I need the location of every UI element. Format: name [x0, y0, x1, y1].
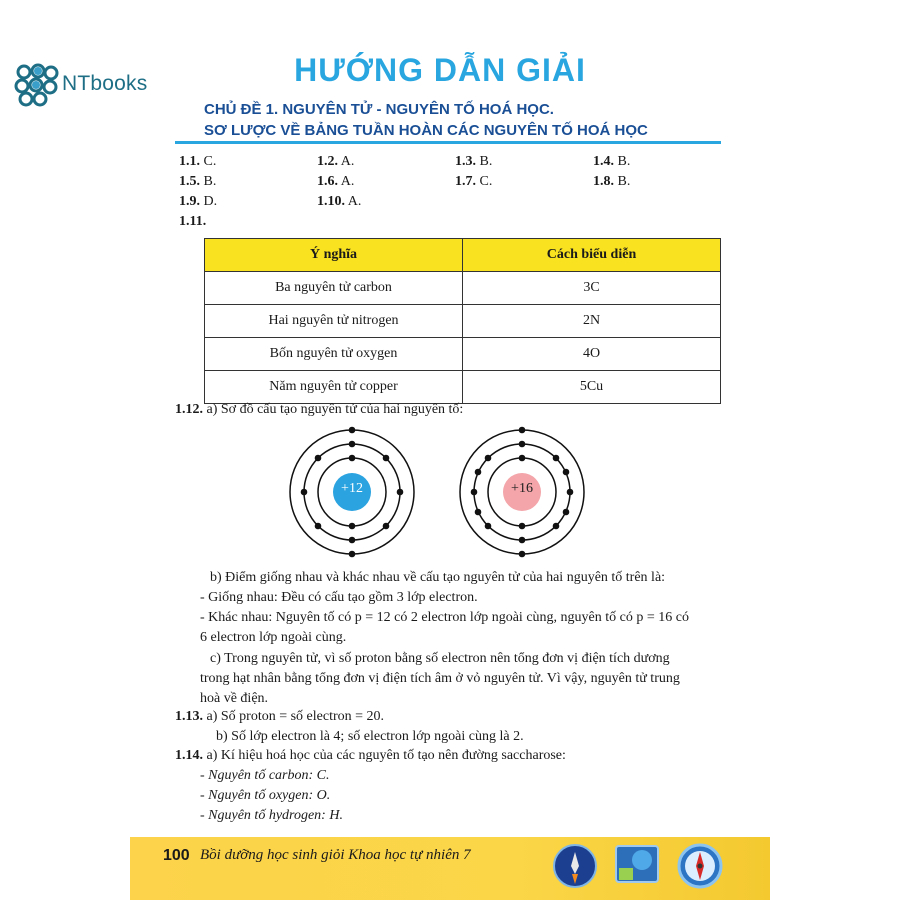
table-cell: 4O — [463, 338, 721, 371]
q14-item-hydrogen: - Nguyên tố hydrogen: H. — [200, 808, 343, 823]
q12-same: - Giống nhau: Đều có cấu tạo gồm 3 lớp electron. — [200, 590, 478, 605]
table-row — [205, 371, 721, 404]
symbol-table — [204, 238, 721, 404]
q14-item-oxygen: - Nguyên tố oxygen: O. — [200, 788, 331, 803]
question-1-13-a: 1.13. a) Số proton = số electron = 20. — [175, 709, 385, 724]
answer-1-3: 1.3. B. — [455, 154, 493, 169]
table-header-meaning: Ý nghĩa — [205, 239, 463, 272]
q12-diff-line-2: 6 electron lớp ngoài cùng. — [200, 630, 347, 645]
subtitle-line-2: SƠ LƯỢC VỀ BẢNG TUẦN HOÀN CÁC NGUYÊN TỐ HOÁ HỌC — [204, 122, 648, 139]
table-row — [205, 272, 721, 305]
answer-1-1: 1.1. C. — [179, 154, 217, 169]
q12-b-intro: b) Điểm giống nhau và khác nhau về cấu tạo nguyên tử của hai nguyên tố trên là: — [210, 570, 666, 585]
table-row — [205, 305, 721, 338]
table-cell: Bốn nguyên tử oxygen — [205, 338, 463, 371]
answer-1-7: 1.7. C. — [455, 174, 493, 189]
answer-1-9: 1.9. D. — [179, 194, 218, 209]
title-divider — [175, 141, 721, 144]
rocket-icon — [550, 842, 600, 890]
subtitle-line-1: CHỦ ĐỀ 1. NGUYÊN TỬ - NGUYÊN TỐ HOÁ HỌC. — [204, 101, 554, 118]
chapter-subtitle — [204, 99, 648, 141]
page-title: HƯỚNG DẪN GIẢI — [294, 52, 586, 88]
table-row — [205, 338, 721, 371]
answer-1-2: 1.2. A. — [317, 154, 355, 169]
question-1-11-number: 1.11. — [179, 214, 207, 229]
q12-c-line-3: hoà về điện. — [200, 691, 269, 706]
q12-c-line-1: c) Trong nguyên tử, vì số proton bằng số electron nên tổng đơn vị điện tích dương — [210, 651, 670, 666]
table-header-row — [205, 239, 721, 272]
table-cell: 3C — [463, 272, 721, 305]
answer-1-4: 1.4. B. — [593, 154, 631, 169]
answer-1-10: 1.10. A. — [317, 194, 362, 209]
atom1-charge-label: +12 — [341, 481, 363, 496]
atom2-charge-label: +16 — [511, 481, 533, 496]
question-1-12-intro: 1.12. a) Sơ đồ cấu tạo nguyên tử của hai nguyên tố: — [175, 402, 464, 417]
question-1-14-a: 1.14. a) Kí hiệu hoá học của các nguyên tố tạo nên đường saccharose: — [175, 748, 566, 763]
answer-1-6: 1.6. A. — [317, 174, 355, 189]
compass-icon — [676, 842, 724, 890]
table-header-notation: Cách biểu diễn — [463, 239, 721, 272]
table-cell: 2N — [463, 305, 721, 338]
q14-item-carbon: - Nguyên tố carbon: C. — [200, 768, 330, 783]
q12-diff-line-1: - Khác nhau: Nguyên tố có p = 12 có 2 electron lớp ngoài cùng, nguyên tố có p = 16 có — [200, 610, 689, 625]
answer-1-8: 1.8. B. — [593, 174, 631, 189]
table-cell: Ba nguyên tử carbon — [205, 272, 463, 305]
question-1-13-b: b) Số lớp electron là 4; số electron lớp ngoài cùng là 2. — [216, 729, 524, 744]
book-title: Bồi dưỡng học sinh giỏi Khoa học tự nhiên 7 — [200, 847, 471, 863]
ntbooks-logo-text: NTbooks — [62, 72, 148, 95]
table-cell: 5Cu — [463, 371, 721, 404]
table-cell: Năm nguyên tử copper — [205, 371, 463, 404]
earth-screen-icon — [614, 844, 660, 886]
table-cell: Hai nguyên tử nitrogen — [205, 305, 463, 338]
page-number: 100 — [163, 847, 190, 864]
q12-c-line-2: trong hạt nhân bằng tổng đơn vị điện tích âm ở vỏ nguyên tử. Vì vậy, nguyên tử trung — [200, 671, 680, 686]
atom-diagrams — [280, 420, 600, 570]
answer-1-5: 1.5. B. — [179, 174, 217, 189]
